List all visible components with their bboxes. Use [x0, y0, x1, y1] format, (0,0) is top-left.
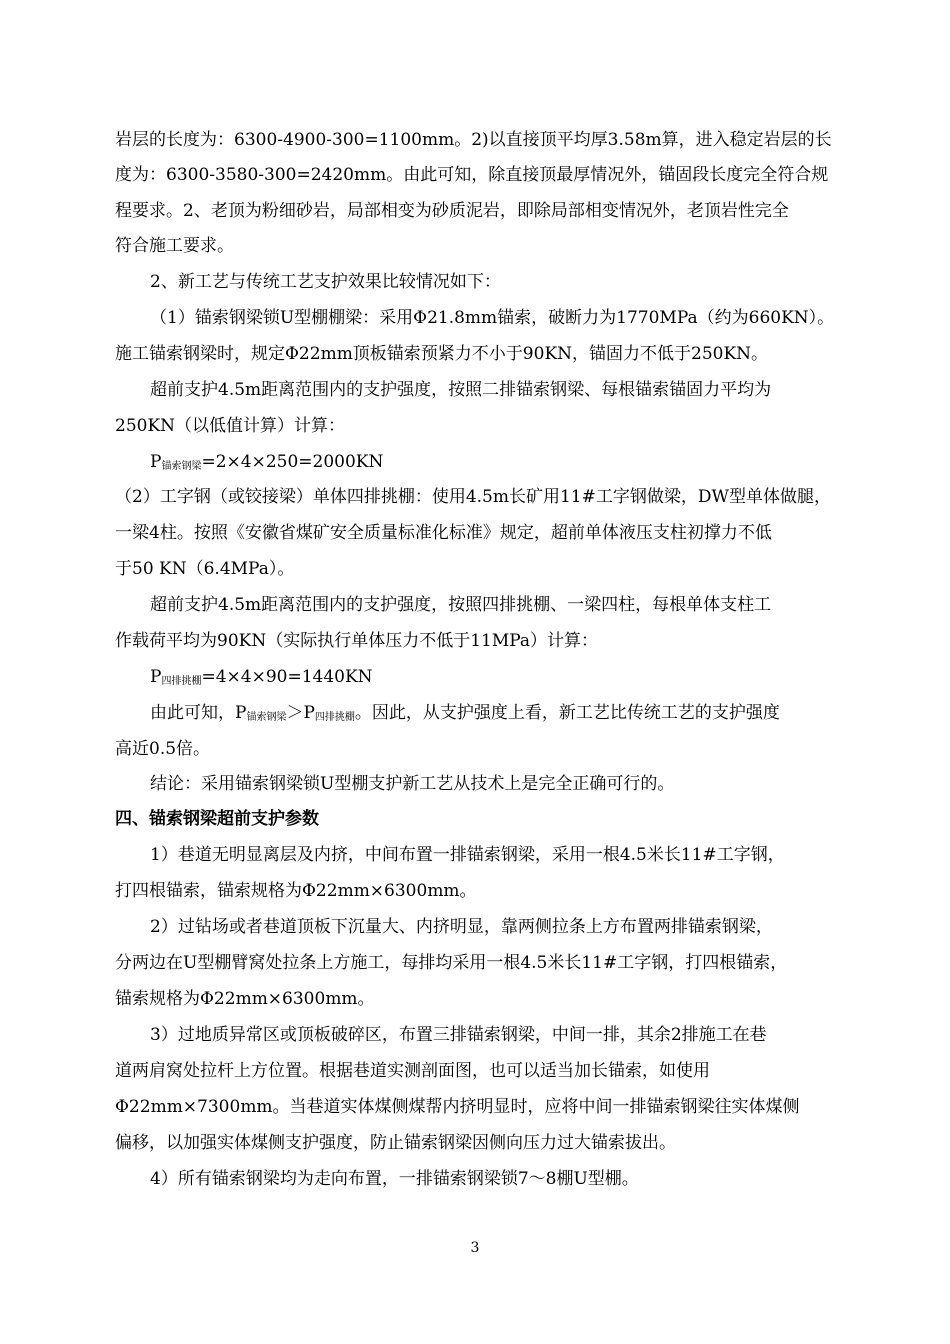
text-line: 4）所有锚索钢梁均为走向布置，一排锚索钢梁锁7～8棚U型棚。 — [150, 1169, 639, 1189]
text-line: 分两边在U型棚臂窝处拉条上方施工，每排均采用一根4.5米长11#工字钢，打四根锚索， — [115, 953, 788, 973]
text-line: 度为：6300-3580-300=2420mm。由此可知，除直接顶最厚情况外，锚固段长度完全符合规 — [115, 165, 829, 185]
text-line: （2）工字钢（或铰接梁）单体四排挑棚：使用4.5m长矿用11#工字钢做梁，DW型单体做腿， — [115, 487, 831, 507]
text-line: 一梁4柱。按照《安徽省煤矿安全质量标准化标准》规定，超前单体液压支柱初撑力不低 — [115, 523, 772, 543]
text-line: 2）过钻场或者巷道顶板下沉量大、内挤明显，靠两侧拉条上方布置两排锚索钢梁， — [150, 917, 773, 937]
text-line: 超前支护4.5m距离范围内的支护强度，按照四排挑棚、一梁四柱，每根单体支柱工 — [150, 595, 772, 615]
text-line: 程要求。2、老顶为粉细砂岩，局部相变为砂质泥岩，即除局部相变情况外，老顶岩性完全 — [115, 201, 789, 221]
compare-subscript-2: 四排挑棚 — [314, 712, 355, 723]
section-heading: 四、锚索钢梁超前支护参数 — [115, 809, 319, 829]
text-line: 岩层的长度为：6300-4900-300=1100mm。2)以直接顶平均厚3.58m算，进入稳定岩层的长 — [115, 130, 832, 150]
text-line: 锚索规格为Φ22mm×6300mm。 — [115, 989, 375, 1009]
text-line: 超前支护4.5m距离范围内的支护强度，按照二排锚索钢梁、每根锚索锚固力平均为 — [150, 380, 772, 400]
formula-four-row — [150, 665, 373, 692]
compare-pre: 由此可知，P — [150, 703, 247, 723]
comparison-line — [150, 701, 780, 728]
text-line: 高近0.5倍。 — [115, 739, 211, 759]
text-line: 2、新工艺与传统工艺支护效果比较情况如下： — [150, 272, 501, 292]
text-line: 250KN（以低值计算）计算： — [115, 416, 346, 436]
formula-subscript: 锚索钢梁 — [161, 461, 202, 472]
text-line: 打四根锚索，锚索规格为Φ22mm×6300mm。 — [115, 881, 477, 901]
compare-post: 。因此，从支护强度上看，新工艺比传统工艺的支护强度 — [354, 703, 780, 723]
formula-rest: =2×4×250=2000KN — [201, 452, 384, 472]
text-line: 施工锚索钢梁时，规定Φ22mm顶板锚索预紧力不小于90KN，锚固力不低于250KN。 — [115, 344, 769, 364]
page-number: 3 — [470, 1240, 480, 1256]
text-line: Φ22mm×7300mm。当巷道实体煤侧煤帮内挤明显时，应将中间一排锚索钢梁往实体煤侧 — [115, 1097, 800, 1117]
text-line: 1）巷道无明显离层及内挤，中间布置一排锚索钢梁，采用一根4.5米长11#工字钢， — [150, 845, 785, 865]
formula-p: P — [150, 452, 162, 472]
text-line: 作载荷平均为90KN（实际执行单体压力不低于11MPa）计算： — [115, 631, 599, 651]
text-line: （1）锚索钢梁锁U型棚棚梁：采用Φ21.8mm锚索，破断力为1770MPa（约为660KN）。 — [150, 308, 835, 328]
text-line: 符合施工要求。 — [115, 236, 234, 256]
text-line: 道两肩窝处拉杆上方位置。根据巷道实测剖面图，也可以适当加长锚索，如使用 — [115, 1061, 710, 1081]
formula-rest: =4×4×90=1440KN — [201, 667, 373, 687]
formula-subscript: 四排挑棚 — [161, 676, 202, 687]
compare-mid: ＞P — [286, 703, 315, 723]
formula-anchor-beam — [150, 450, 383, 477]
text-line: 于50 KN（6.4MPa）。 — [115, 559, 295, 579]
compare-subscript-1: 锚索钢梁 — [246, 712, 287, 723]
text-line: 偏移，以加强实体煤侧支护强度，防止锚索钢梁因侧向压力过大锚索拔出。 — [115, 1133, 676, 1153]
formula-p: P — [150, 667, 162, 687]
text-line: 3）过地质异常区或顶板破碎区，布置三排锚索钢梁，中间一排，其余2排施工在巷 — [150, 1025, 767, 1045]
conclusion-line: 结论：采用锚索钢梁锁U型棚支护新工艺从技术上是完全正确可行的。 — [150, 774, 675, 794]
